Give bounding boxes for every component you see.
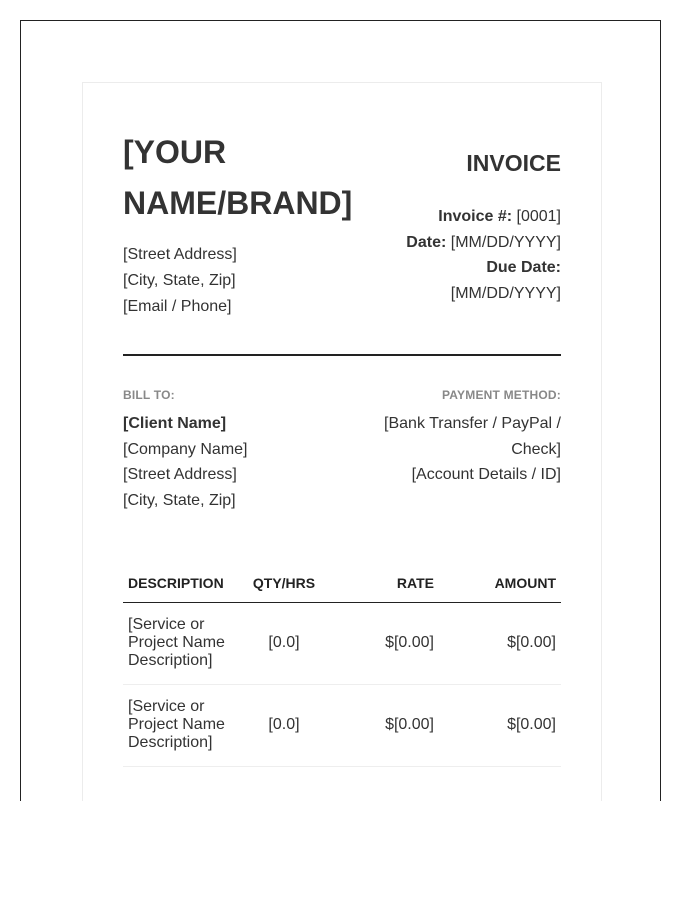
invoice-content [123, 127, 561, 767]
bill-to-label: BILL TO: [123, 388, 175, 402]
invoice-number-value: [0001] [516, 208, 561, 225]
line-items-table [123, 575, 561, 767]
header-divider [123, 354, 561, 356]
client-street: [Street Address] [123, 466, 237, 484]
sender-contact: [Email / Phone] [123, 298, 232, 315]
due-date-label: Due Date: [486, 259, 561, 276]
table-row [123, 603, 561, 685]
brand-name: [YOUR NAME/BRAND] [123, 134, 353, 221]
due-date-label-line [361, 255, 561, 281]
invoice-document [82, 82, 602, 801]
table-row [123, 685, 561, 767]
payment-account-details: [Account Details / ID] [411, 466, 561, 484]
due-date-value: [MM/DD/YYYY] [450, 284, 561, 302]
page-frame [20, 20, 661, 801]
payment-method-value: [Bank Transfer / PayPal / Check] [384, 415, 561, 458]
invoice-date-value: [MM/DD/YYYY] [450, 233, 561, 251]
sender-street: [Street Address] [123, 246, 237, 263]
item-amount: $[0.00] [439, 685, 561, 767]
header-description: DESCRIPTION [123, 575, 241, 603]
client-city: [City, State, Zip] [123, 492, 236, 510]
client-company: [Company Name] [123, 440, 248, 458]
bill-to-block [123, 388, 343, 514]
sender-address [123, 242, 237, 320]
invoice-date-line [361, 230, 561, 256]
item-description: [Service or Project Name Description] [123, 603, 241, 685]
payment-method-block [361, 388, 561, 488]
table-header-row [123, 575, 561, 603]
header-amount: AMOUNT [439, 575, 561, 603]
item-qty: [0.0] [241, 685, 327, 767]
invoice-number-label: Invoice #: [438, 208, 513, 225]
payment-method-label: PAYMENT METHOD: [441, 388, 561, 402]
sender-city: [City, State, Zip] [123, 272, 236, 289]
invoice-date-label: Date: [406, 233, 447, 251]
invoice-header [123, 127, 561, 355]
item-description: [Service or Project Name Description] [123, 685, 241, 767]
header-qty: QTY/HRS [241, 575, 327, 603]
invoice-number-line [361, 204, 561, 230]
client-name: [Client Name] [123, 415, 227, 432]
item-rate: $[0.00] [327, 603, 439, 685]
invoice-title: INVOICE [466, 150, 561, 176]
billing-section [123, 388, 561, 558]
invoice-meta [361, 204, 561, 306]
item-rate: $[0.00] [327, 685, 439, 767]
item-qty: [0.0] [241, 603, 327, 685]
item-amount: $[0.00] [439, 603, 561, 685]
header-rate: RATE [327, 575, 439, 603]
